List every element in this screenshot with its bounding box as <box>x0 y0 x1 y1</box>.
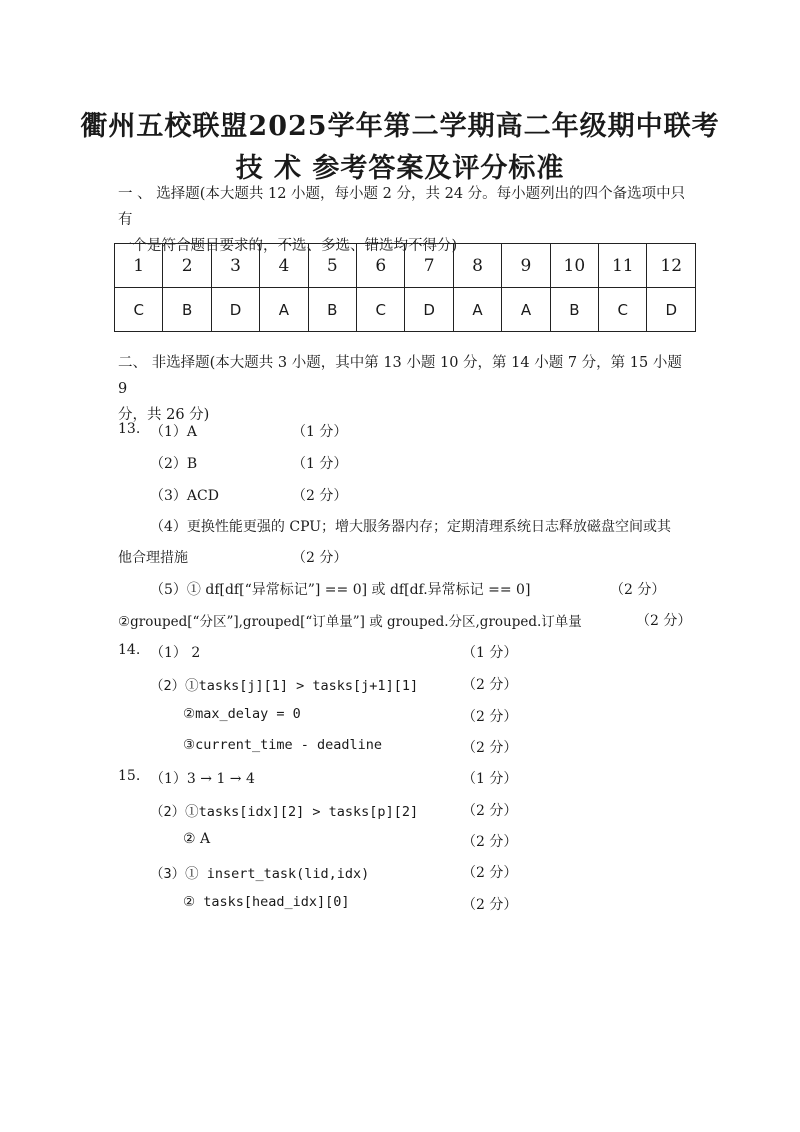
question-number: 12 <box>647 244 696 288</box>
q13-part1-score: （1 分） <box>292 424 348 440</box>
document-title: 衢州五校联盟2025学年第二学期高二年级期中联考 <box>80 111 720 142</box>
q13-part5-answer-a: （5）① df[df[“异常标记”] == 0] 或 df[df.异常标记 == 0] <box>150 582 531 598</box>
q15-part2-score-a: （2 分） <box>462 803 518 819</box>
section2-intro <box>118 350 688 428</box>
q14-part1-answer: （1） 2 <box>150 645 201 661</box>
answer-table-number-row <box>115 244 696 288</box>
answer-letter: B <box>308 288 356 332</box>
section2-intro-line2: 分，共 26 分) <box>118 407 210 423</box>
q15-part3-score-a: （2 分） <box>462 865 518 881</box>
answer-letter: C <box>115 288 163 332</box>
answer-letter: D <box>647 288 696 332</box>
answer-letter: D <box>405 288 453 332</box>
q13-part4-answer-line1: （4）更换性能更强的 CPU；增大服务器内存；定期清理系统日志释放磁盘空间或其 <box>150 519 672 535</box>
q14-part2-answer-b: ②max_delay = 0 <box>183 706 301 722</box>
q14-part2-score-c: （2 分） <box>462 740 518 756</box>
question-number: 3 <box>211 244 259 288</box>
answer-letter: A <box>260 288 308 332</box>
answer-letter: B <box>550 288 598 332</box>
question-number: 11 <box>599 244 647 288</box>
answer-letter: A <box>453 288 501 332</box>
q15-part2-score-b: （2 分） <box>462 834 518 850</box>
question-number: 1 <box>115 244 163 288</box>
answer-letter: C <box>599 288 647 332</box>
section2-intro-line1: 二、 非选择题(本大题共 3 小题，其中第 13 小题 10 分，第 14 小题 7 分，第 15 小题 9 <box>118 355 682 397</box>
question-number: 7 <box>405 244 453 288</box>
q15-part3-answer-a: （3）① insert_task(lid,idx) <box>150 866 370 882</box>
q13-part5-score-b: （2 分） <box>636 613 692 629</box>
q15-part3-score-b: （2 分） <box>462 897 518 913</box>
q14-part1-score: （1 分） <box>462 645 518 661</box>
question-number: 9 <box>502 244 550 288</box>
q15-part2-answer-b: ② A <box>183 831 211 847</box>
q13-part1-answer: （1）A <box>150 424 198 440</box>
q13-part4-score: （2 分） <box>292 550 348 566</box>
q15-part1-score: （1 分） <box>462 771 518 787</box>
q15-part2-answer-a: （2）①tasks[idx][2] > tasks[p][2] <box>150 804 419 820</box>
answer-letter: C <box>357 288 405 332</box>
q14-part2-score-b: （2 分） <box>462 709 518 725</box>
q14-part2-answer-a: （2）①tasks[j][1] > tasks[j+1][1] <box>150 678 419 694</box>
q13-part5-answer-b: ②grouped[“分区”],grouped[“订单量”] 或 grouped.分区,grouped.订单量 <box>118 614 582 630</box>
answer-letter: A <box>502 288 550 332</box>
q15-part3-answer-b: ② tasks[head_idx][0] <box>183 894 350 910</box>
q13-part4-answer-line2: 他合理措施 <box>118 550 188 566</box>
answer-letter: D <box>211 288 259 332</box>
question-number: 2 <box>163 244 211 288</box>
document-subtitle: 技 术 参考答案及评分标准 <box>235 153 565 184</box>
answer-letter: B <box>163 288 211 332</box>
answer-table <box>114 243 696 332</box>
question-number: 10 <box>550 244 598 288</box>
question-number: 6 <box>357 244 405 288</box>
section1-intro-line2: 一个是符合题目要求的，不选、多选、错选均不得分) <box>118 238 458 254</box>
q13-part5-score-a: （2 分） <box>610 582 666 598</box>
q13-part3-answer: （3）ACD <box>150 488 219 504</box>
q15-label: 15. <box>118 768 141 784</box>
section1-intro-line1: 一 、 选择题(本大题共 12 小题，每小题 2 分，共 24 分。每小题列出的四个备选项中只有 <box>118 186 686 228</box>
q13-part3-score: （2 分） <box>292 488 348 504</box>
question-number: 4 <box>260 244 308 288</box>
answer-table-answer-row <box>115 288 696 332</box>
q14-part2-answer-c: ③current_time - deadline <box>183 737 383 753</box>
q13-part2-answer: （2）B <box>150 456 198 472</box>
q13-part2-score: （1 分） <box>292 456 348 472</box>
q13-label: 13. <box>118 421 141 437</box>
q14-label: 14. <box>118 642 141 658</box>
q14-part2-score-a: （2 分） <box>462 677 518 693</box>
q15-part1-answer: （1）3 → 1 → 4 <box>150 771 255 787</box>
question-number: 5 <box>308 244 356 288</box>
question-number: 8 <box>453 244 501 288</box>
